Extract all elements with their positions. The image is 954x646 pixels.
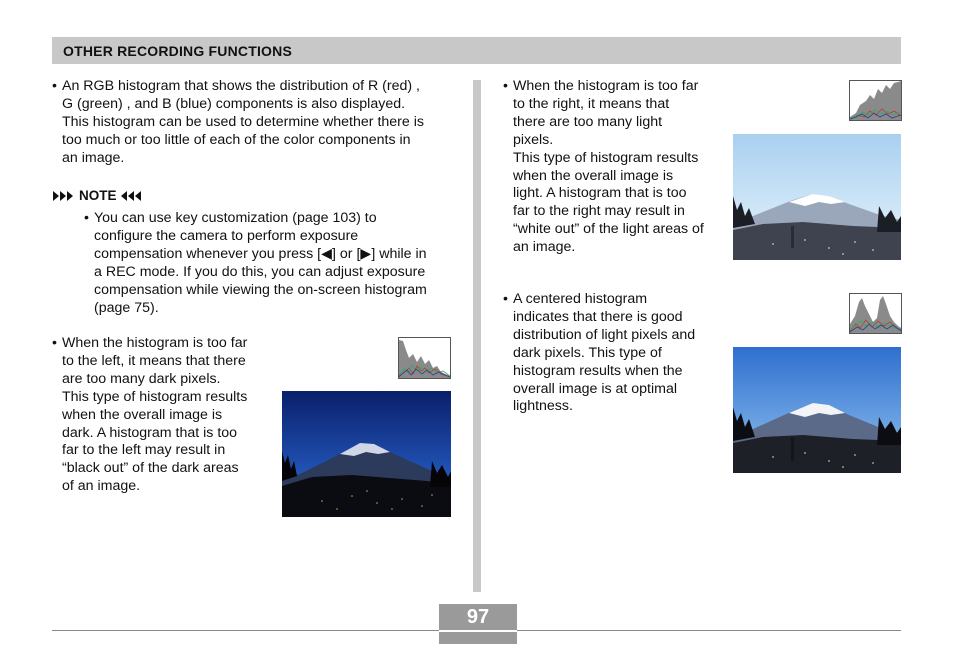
note-arrows-left-icon: [121, 190, 143, 202]
page-number: 97: [466, 606, 490, 628]
note-heading: [53, 188, 143, 203]
dark-line: This type of histogram results: [62, 388, 248, 405]
light-line: When the histogram is too far: [513, 78, 699, 94]
dark-line: when the overall image is: [62, 406, 223, 423]
centered-histogram-image: [849, 293, 902, 334]
note-line: (page 75).: [94, 299, 159, 316]
dark-line: “black out” of the dark areas: [62, 460, 239, 477]
light-line: pixels.: [513, 131, 554, 148]
light-line: there are too many light: [513, 113, 663, 130]
intro-bullet: • An RGB histogram that shows the distribution of R (red) , G (green) , and B (blue) components is also displayed. This histogram can be used to determine whether there is too much or too little of each of the color components in an image.: [52, 78, 424, 166]
dark-histogram-bullet: • When the histogram is too far to the left, it means that there are too many dark pixels. This type of histogram results when the overall image is dark. A histogram that is too far to the left may result in “black out” of the dark areas of an image.: [52, 335, 248, 495]
page-number-box: [439, 604, 517, 644]
note-arrows-right-icon: [53, 190, 75, 202]
light-line: “white out” of the light areas of: [513, 221, 704, 238]
center-line: A centered histogram: [513, 291, 648, 307]
light-line: This type of histogram results: [513, 149, 699, 166]
light-line: an image.: [513, 239, 576, 256]
dark-line: are too many dark pixels.: [62, 370, 221, 387]
light-line: light. A histogram that is too: [513, 185, 687, 202]
center-line: indicates that there is good: [513, 308, 683, 325]
dark-mountain-photo: [282, 391, 451, 517]
light-histogram-image: [849, 80, 902, 121]
section-header: [52, 37, 901, 64]
center-line: dark pixels. This type of: [513, 344, 662, 361]
intro-line: too much or too little of each of the color components in: [62, 131, 411, 148]
section-title: OTHER RECORDING FUNCTIONS: [63, 43, 292, 59]
centered-histogram-bullet: • A centered histogram indicates that there is good distribution of light pixels and dark pixels. This type of histogram results when the overall image is at optimal lightness.: [503, 291, 696, 415]
dark-line: far to the left may result in: [62, 442, 226, 459]
dark-line: to the left, it means that there: [62, 352, 246, 369]
note-line: You can use key customization (page 103) to: [94, 210, 377, 226]
intro-line: an image.: [62, 149, 125, 166]
page-number-band: [439, 630, 517, 632]
note-line: compensation while viewing the on-screen histogram: [94, 281, 427, 298]
dark-histogram-image: [398, 337, 451, 379]
intro-line: This histogram can be used to determine whether there is: [62, 113, 424, 130]
column-divider: [473, 80, 481, 592]
note-label: NOTE: [79, 188, 117, 203]
center-line: lightness.: [513, 398, 573, 415]
intro-line: G (green) , and B (blue) components is also displayed.: [62, 95, 406, 112]
light-line: to the right, it means that: [513, 95, 670, 112]
light-histogram-bullet: • When the histogram is too far to the right, it means that there are too many light pixels. This type of histogram results when the overall image is light. A histogram that is too far to the right may result in “white out” of the light areas of an image.: [503, 78, 704, 256]
note-bullet: • You can use key customization (page 103) to configure the camera to perform exposure compensation whenever you press [◀] or [▶] while in a REC mode. If you do this, you can adjust exposure compensation while viewing the on-screen histogram (page 75).: [84, 210, 427, 316]
centered-mountain-photo: [733, 347, 901, 473]
dark-line: of an image.: [62, 478, 141, 495]
dark-line: dark. A histogram that is too: [62, 424, 238, 441]
center-line: histogram results when the: [513, 362, 683, 379]
note-line: a REC mode. If you do this, you can adjust exposure: [94, 263, 426, 280]
light-line: far to the right may result in: [513, 203, 685, 220]
center-line: overall image is at optimal: [513, 380, 678, 397]
light-mountain-photo: [733, 134, 901, 260]
center-line: distribution of light pixels and: [513, 326, 696, 343]
intro-line: An RGB histogram that shows the distribution of R (red) ,: [62, 78, 420, 94]
light-line: when the overall image is: [513, 167, 674, 184]
note-line: configure the camera to perform exposure: [94, 227, 359, 244]
dark-line: When the histogram is too far: [62, 335, 248, 351]
note-line: compensation whenever you press [◀] or [▶] while in: [94, 245, 427, 262]
